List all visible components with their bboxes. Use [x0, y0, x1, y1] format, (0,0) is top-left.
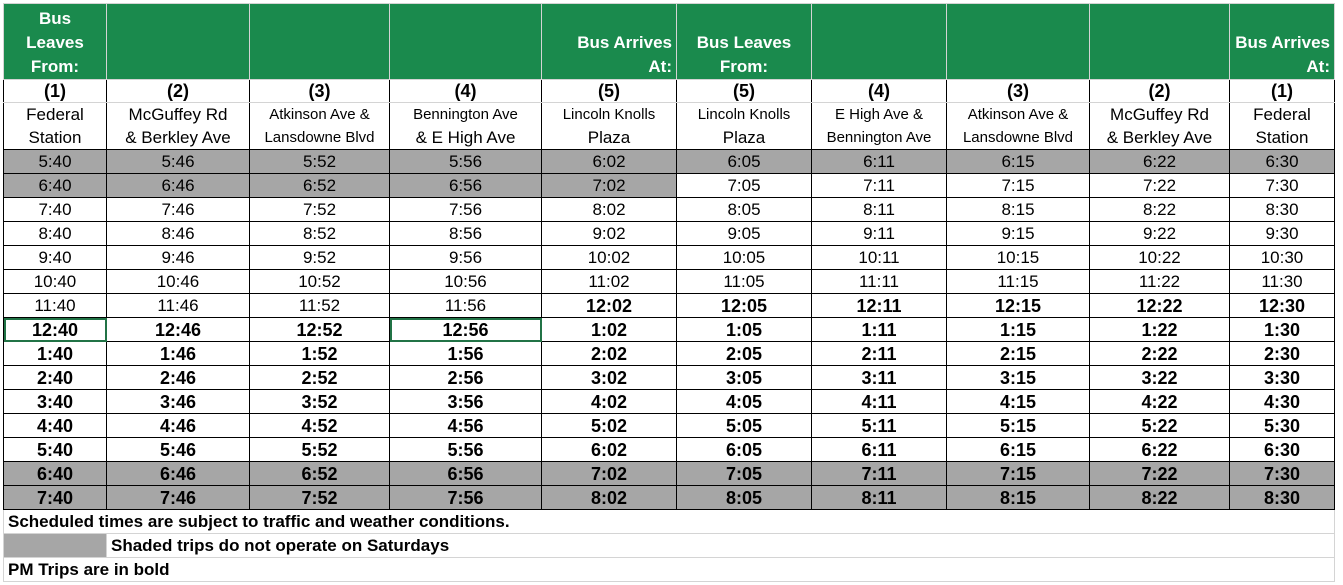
time-cell[interactable]: 1:22: [1090, 318, 1230, 342]
trip-row: [4, 222, 1335, 246]
time-cell[interactable]: 5:56: [390, 150, 542, 174]
stop-name-row: [4, 103, 1335, 150]
time-cell[interactable]: 7:52: [250, 198, 390, 222]
time-cell[interactable]: 4:56: [390, 414, 542, 438]
time-cell[interactable]: 6:46: [107, 462, 250, 486]
cell[interactable]: [107, 4, 250, 80]
time-cell[interactable]: 7:22: [1090, 174, 1230, 198]
time-cell[interactable]: 5:11: [812, 414, 947, 438]
time-cell[interactable]: 1:56: [390, 342, 542, 366]
time-cell[interactable]: 8:22: [1090, 198, 1230, 222]
time-cell[interactable]: 8:02: [542, 198, 677, 222]
time-cell[interactable]: 7:30: [1230, 462, 1335, 486]
stop-name-line1: Federal: [26, 105, 84, 124]
time-cell[interactable]: 9:46: [107, 246, 250, 270]
time-cell[interactable]: 6:40: [4, 174, 107, 198]
stop-name-line1: E High Ave &: [834, 106, 924, 123]
stop-name-line2: Station: [1255, 128, 1309, 147]
stop-number-row: [4, 80, 1335, 103]
time-cell[interactable]: 9:22: [1090, 222, 1230, 246]
time-cell[interactable]: 7:56: [390, 486, 542, 510]
time-cell[interactable]: 5:05: [677, 414, 812, 438]
time-cell[interactable]: 2:56: [390, 366, 542, 390]
time-cell[interactable]: 8:46: [107, 222, 250, 246]
trip-row: [4, 270, 1335, 294]
time-cell[interactable]: 4:11: [812, 390, 947, 414]
stop-name-line1: Bennington Ave: [413, 106, 518, 123]
leaves-from-left-label[interactable]: Bus Leaves From:: [4, 4, 107, 80]
arrives-at-mid-label[interactable]: Bus Arrives At:: [542, 4, 677, 80]
time-cell[interactable]: 8:22: [1090, 486, 1230, 510]
time-cell[interactable]: 8:30: [1230, 486, 1335, 510]
time-cell[interactable]: 9:02: [542, 222, 677, 246]
time-cell[interactable]: 6:11: [812, 150, 947, 174]
time-cell[interactable]: 3:02: [542, 366, 677, 390]
stop-number-cell[interactable]: (1): [4, 80, 107, 103]
time-cell[interactable]: 6:30: [1230, 438, 1335, 462]
time-cell[interactable]: 3:05: [677, 366, 812, 390]
time-cell[interactable]: 7:15: [947, 462, 1090, 486]
time-cell[interactable]: 9:15: [947, 222, 1090, 246]
trip-row: [4, 342, 1335, 366]
time-cell[interactable]: 5:30: [1230, 414, 1335, 438]
trip-row: [4, 486, 1335, 510]
time-cell[interactable]: 6:56: [390, 174, 542, 198]
time-cell[interactable]: 2:30: [1230, 342, 1335, 366]
stop-number-cell[interactable]: (2): [107, 80, 250, 103]
time-cell[interactable]: 10:05: [677, 246, 812, 270]
stop-name-line2: Plaza: [722, 128, 766, 147]
cell[interactable]: [812, 4, 947, 80]
stop-name-cell[interactable]: [812, 103, 947, 150]
time-cell[interactable]: 9:40: [4, 246, 107, 270]
time-cell[interactable]: 1:46: [107, 342, 250, 366]
time-cell[interactable]: 2:15: [947, 342, 1090, 366]
time-cell[interactable]: 1:11: [812, 318, 947, 342]
time-cell[interactable]: 7:30: [1230, 174, 1335, 198]
time-cell[interactable]: 1:02: [542, 318, 677, 342]
trip-row: [4, 318, 1335, 342]
time-cell[interactable]: 4:15: [947, 390, 1090, 414]
shaded-trips-note[interactable]: Shaded trips do not operate on Saturdays: [107, 534, 1335, 558]
time-cell[interactable]: 7:40: [4, 198, 107, 222]
time-cell[interactable]: 7:46: [107, 486, 250, 510]
time-cell[interactable]: 2:46: [107, 366, 250, 390]
time-cell[interactable]: 7:46: [107, 198, 250, 222]
time-cell[interactable]: 2:11: [812, 342, 947, 366]
time-cell[interactable]: 3:11: [812, 366, 947, 390]
time-cell[interactable]: 6:56: [390, 462, 542, 486]
stop-number-cell[interactable]: (5): [542, 80, 677, 103]
leaves-from-mid-label[interactable]: Bus Leaves From:: [677, 4, 812, 80]
time-cell[interactable]: 7:52: [250, 486, 390, 510]
bus-schedule-table: [3, 3, 1335, 582]
time-cell[interactable]: 9:30: [1230, 222, 1335, 246]
time-cell[interactable]: 2:52: [250, 366, 390, 390]
trip-row: [4, 366, 1335, 390]
time-cell[interactable]: 1:40: [4, 342, 107, 366]
arrives-at-right-label[interactable]: Bus Arrives At:: [1230, 4, 1335, 80]
time-cell[interactable]: 6:22: [1090, 438, 1230, 462]
time-cell[interactable]: 5:40: [4, 438, 107, 462]
time-cell[interactable]: 7:05: [677, 462, 812, 486]
header-banner-row: [4, 4, 1335, 80]
trip-row: [4, 390, 1335, 414]
time-cell[interactable]: 5:02: [542, 414, 677, 438]
stop-name-line2: Bennington Ave: [826, 129, 932, 146]
time-cell[interactable]: 11:02: [542, 270, 677, 294]
time-cell[interactable]: 12:15: [947, 294, 1090, 318]
time-cell[interactable]: 5:56: [390, 438, 542, 462]
time-cell[interactable]: 5:15: [947, 414, 1090, 438]
time-cell[interactable]: 12:22: [1090, 294, 1230, 318]
stop-name-line1: McGuffey Rd: [1110, 105, 1209, 124]
time-cell[interactable]: 7:02: [542, 462, 677, 486]
time-cell[interactable]: 8:05: [677, 486, 812, 510]
trip-row: [4, 174, 1335, 198]
time-cell[interactable]: 4:52: [250, 414, 390, 438]
time-cell[interactable]: 3:40: [4, 390, 107, 414]
time-cell[interactable]: 7:15: [947, 174, 1090, 198]
time-cell[interactable]: 4:30: [1230, 390, 1335, 414]
time-cell[interactable]: 7:40: [4, 486, 107, 510]
time-cell[interactable]: 12:05: [677, 294, 812, 318]
time-cell[interactable]: 1:30: [1230, 318, 1335, 342]
time-cell[interactable]: 10:40: [4, 270, 107, 294]
stop-number-cell[interactable]: (4): [390, 80, 542, 103]
time-cell[interactable]: 8:11: [812, 486, 947, 510]
time-cell[interactable]: 11:15: [947, 270, 1090, 294]
time-cell[interactable]: 9:56: [390, 246, 542, 270]
trip-row: [4, 438, 1335, 462]
time-cell[interactable]: 6:40: [4, 462, 107, 486]
time-cell[interactable]: 2:40: [4, 366, 107, 390]
time-cell[interactable]: 5:40: [4, 150, 107, 174]
time-cell[interactable]: 7:56: [390, 198, 542, 222]
note-row: [4, 558, 1335, 582]
time-cell[interactable]: 5:46: [107, 438, 250, 462]
time-cell[interactable]: 5:52: [250, 150, 390, 174]
trip-row: [4, 150, 1335, 174]
time-cell[interactable]: 1:05: [677, 318, 812, 342]
time-cell[interactable]: 6:05: [677, 438, 812, 462]
time-cell[interactable]: 12:52: [250, 318, 390, 342]
trip-row: [4, 246, 1335, 270]
cell[interactable]: [250, 4, 390, 80]
time-cell[interactable]: 12:11: [812, 294, 947, 318]
time-cell[interactable]: 10:02: [542, 246, 677, 270]
trip-row: [4, 198, 1335, 222]
stop-number-cell[interactable]: (5): [677, 80, 812, 103]
time-cell[interactable]: 11:30: [1230, 270, 1335, 294]
stop-name-line1: Lincoln Knolls: [697, 106, 791, 123]
time-cell[interactable]: 1:52: [250, 342, 390, 366]
time-cell[interactable]: 3:15: [947, 366, 1090, 390]
stop-number-cell[interactable]: (3): [947, 80, 1090, 103]
time-cell[interactable]: 8:52: [250, 222, 390, 246]
cell[interactable]: [1090, 4, 1230, 80]
time-cell[interactable]: 7:05: [677, 174, 812, 198]
time-cell[interactable]: 6:22: [1090, 150, 1230, 174]
time-cell[interactable]: 7:11: [812, 174, 947, 198]
stop-name-line1: Lincoln Knolls: [562, 106, 656, 123]
time-cell[interactable]: 10:52: [250, 270, 390, 294]
time-cell[interactable]: 10:22: [1090, 246, 1230, 270]
cell[interactable]: [947, 4, 1090, 80]
time-cell[interactable]: 10:46: [107, 270, 250, 294]
time-cell[interactable]: 9:52: [250, 246, 390, 270]
stop-name-cell[interactable]: [1090, 103, 1230, 150]
time-cell[interactable]: 10:30: [1230, 246, 1335, 270]
stop-name-line2: Lansdowne Blvd: [264, 129, 375, 146]
time-cell[interactable]: 9:11: [812, 222, 947, 246]
time-cell[interactable]: 8:15: [947, 198, 1090, 222]
time-cell[interactable]: 8:40: [4, 222, 107, 246]
time-cell[interactable]: 6:52: [250, 462, 390, 486]
time-cell[interactable]: 7:11: [812, 462, 947, 486]
time-cell[interactable]: 10:15: [947, 246, 1090, 270]
stop-name-cell[interactable]: [107, 103, 250, 150]
time-cell[interactable]: 3:56: [390, 390, 542, 414]
time-cell[interactable]: 6:30: [1230, 150, 1335, 174]
pm-trips-note[interactable]: PM Trips are in bold: [4, 558, 1335, 582]
time-cell[interactable]: 8:15: [947, 486, 1090, 510]
time-cell[interactable]: 6:02: [542, 150, 677, 174]
time-cell[interactable]: 6:02: [542, 438, 677, 462]
stop-name-line2: Lansdowne Blvd: [962, 129, 1074, 146]
stop-name-line1: Atkinson Ave &: [967, 106, 1069, 123]
time-cell[interactable]: 4:02: [542, 390, 677, 414]
time-cell[interactable]: 6:15: [947, 438, 1090, 462]
time-cell[interactable]: 4:40: [4, 414, 107, 438]
time-cell[interactable]: 12:56: [390, 318, 542, 342]
stop-name-cell[interactable]: [947, 103, 1090, 150]
time-cell[interactable]: 4:05: [677, 390, 812, 414]
time-cell[interactable]: 1:15: [947, 318, 1090, 342]
traffic-note[interactable]: Scheduled times are subject to traffic and weather conditions.: [4, 510, 1335, 534]
time-cell[interactable]: 10:11: [812, 246, 947, 270]
time-cell[interactable]: 12:46: [107, 318, 250, 342]
time-cell[interactable]: 8:02: [542, 486, 677, 510]
time-cell[interactable]: 11:40: [4, 294, 107, 318]
time-cell[interactable]: 9:05: [677, 222, 812, 246]
stop-number-cell[interactable]: (4): [812, 80, 947, 103]
time-cell[interactable]: 4:46: [107, 414, 250, 438]
time-cell[interactable]: 7:22: [1090, 462, 1230, 486]
stop-name-line1: McGuffey Rd: [128, 105, 228, 124]
stop-name-line2: & Berkley Ave: [125, 128, 231, 147]
time-cell[interactable]: 11:22: [1090, 270, 1230, 294]
trip-row: [4, 294, 1335, 318]
time-cell[interactable]: 3:46: [107, 390, 250, 414]
time-cell[interactable]: 5:52: [250, 438, 390, 462]
time-cell[interactable]: 6:15: [947, 150, 1090, 174]
time-cell[interactable]: 8:11: [812, 198, 947, 222]
time-cell[interactable]: 5:22: [1090, 414, 1230, 438]
stop-name-cell[interactable]: [1230, 103, 1335, 150]
stop-name-line1: Federal: [1253, 105, 1311, 124]
stop-name-line2: & Berkley Ave: [1106, 128, 1213, 147]
stop-name-cell[interactable]: [390, 103, 542, 150]
time-cell[interactable]: 3:22: [1090, 366, 1230, 390]
time-cell[interactable]: 7:02: [542, 174, 677, 198]
time-cell[interactable]: 3:52: [250, 390, 390, 414]
stop-number-cell[interactable]: (2): [1090, 80, 1230, 103]
stop-name-cell[interactable]: [250, 103, 390, 150]
time-cell[interactable]: 11:52: [250, 294, 390, 318]
time-cell[interactable]: 8:56: [390, 222, 542, 246]
shade-legend-swatch[interactable]: [4, 534, 107, 558]
time-cell[interactable]: 11:11: [812, 270, 947, 294]
time-cell[interactable]: 8:05: [677, 198, 812, 222]
stop-name-line1: Atkinson Ave &: [269, 106, 370, 123]
trip-row: [4, 414, 1335, 438]
stop-name-cell[interactable]: [542, 103, 677, 150]
time-cell[interactable]: 6:05: [677, 150, 812, 174]
time-cell[interactable]: 12:02: [542, 294, 677, 318]
stop-name-cell[interactable]: [677, 103, 812, 150]
stop-name-line2: Plaza: [587, 128, 631, 147]
time-cell[interactable]: 5:46: [107, 150, 250, 174]
time-cell[interactable]: 2:05: [677, 342, 812, 366]
time-cell[interactable]: 2:22: [1090, 342, 1230, 366]
stop-name-line2: Station: [28, 128, 82, 147]
time-cell[interactable]: 6:11: [812, 438, 947, 462]
note-row: [4, 534, 1335, 558]
time-cell[interactable]: 3:30: [1230, 366, 1335, 390]
cell[interactable]: [390, 4, 542, 80]
time-cell[interactable]: 4:22: [1090, 390, 1230, 414]
time-cell[interactable]: 11:56: [390, 294, 542, 318]
stop-number-cell[interactable]: (1): [1230, 80, 1335, 103]
trip-row: [4, 462, 1335, 486]
note-row: [4, 510, 1335, 534]
time-cell[interactable]: 2:02: [542, 342, 677, 366]
time-cell[interactable]: 6:52: [250, 174, 390, 198]
stop-number-cell[interactable]: (3): [250, 80, 390, 103]
time-cell[interactable]: 12:40: [4, 318, 107, 342]
time-cell[interactable]: 8:30: [1230, 198, 1335, 222]
time-cell[interactable]: 11:05: [677, 270, 812, 294]
stop-name-cell[interactable]: [4, 103, 107, 150]
stop-name-line2: & E High Ave: [415, 128, 516, 147]
time-cell[interactable]: 10:56: [390, 270, 542, 294]
time-cell[interactable]: 6:46: [107, 174, 250, 198]
time-cell[interactable]: 12:30: [1230, 294, 1335, 318]
time-cell[interactable]: 11:46: [107, 294, 250, 318]
